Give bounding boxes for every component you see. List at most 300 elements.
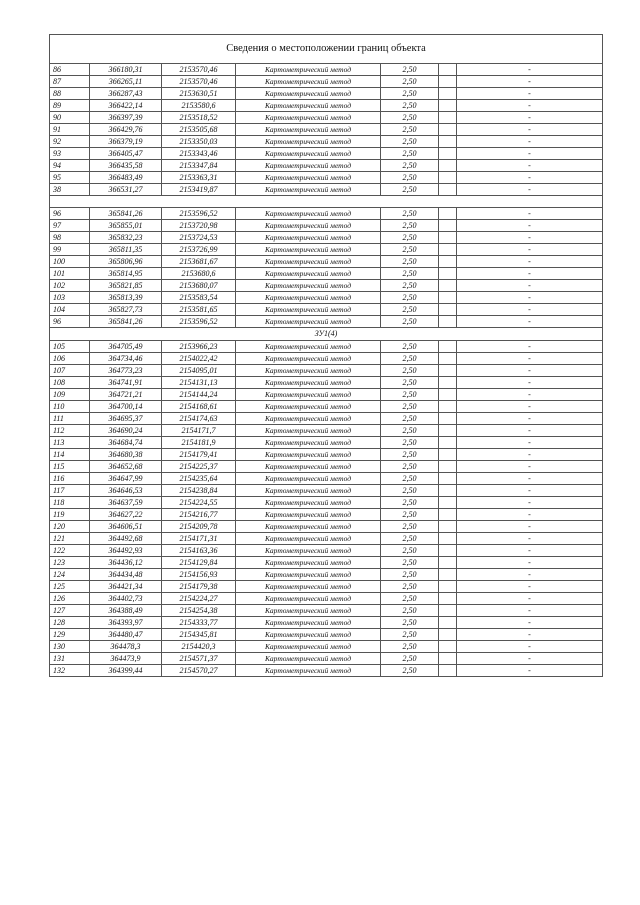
- method-cell: Картометрический метод: [236, 88, 381, 100]
- accuracy-cell: 2,50: [381, 304, 439, 316]
- table-row: [50, 629, 603, 641]
- coord-y: 2153347,84: [162, 160, 236, 172]
- empty-cell: [439, 425, 457, 437]
- table-row: [50, 581, 603, 593]
- method-cell: Картометрический метод: [236, 497, 381, 509]
- table-row: [50, 377, 603, 389]
- coord-y: 2154224,55: [162, 497, 236, 509]
- point-number: 127: [50, 605, 90, 617]
- point-number: 92: [50, 136, 90, 148]
- point-number: 38: [50, 184, 90, 196]
- point-number: 112: [50, 425, 90, 437]
- accuracy-cell: 2,50: [381, 232, 439, 244]
- method-cell: Картометрический метод: [236, 593, 381, 605]
- method-cell: Картометрический метод: [236, 377, 381, 389]
- section-label: ЗУ1(4): [50, 328, 603, 341]
- empty-cell: [439, 256, 457, 268]
- note-cell: -: [457, 449, 603, 461]
- note-cell: -: [457, 569, 603, 581]
- table-row: [50, 304, 603, 316]
- coord-y: 2154174,63: [162, 413, 236, 425]
- table-row: [50, 521, 603, 533]
- coord-x: 364646,53: [90, 485, 162, 497]
- method-cell: Картометрический метод: [236, 569, 381, 581]
- empty-cell: [439, 124, 457, 136]
- coord-y: 2154095,01: [162, 365, 236, 377]
- method-cell: Картометрический метод: [236, 629, 381, 641]
- note-cell: -: [457, 461, 603, 473]
- table-row: [50, 557, 603, 569]
- coord-x: 366531,27: [90, 184, 162, 196]
- point-number: 122: [50, 545, 90, 557]
- coord-y: 2153570,46: [162, 64, 236, 76]
- method-cell: Картометрический метод: [236, 353, 381, 365]
- empty-cell: [439, 569, 457, 581]
- document-page: [49, 34, 602, 677]
- note-cell: -: [457, 389, 603, 401]
- method-cell: Картометрический метод: [236, 653, 381, 665]
- point-number: 95: [50, 172, 90, 184]
- coord-x: 364690,24: [90, 425, 162, 437]
- note-cell: -: [457, 473, 603, 485]
- point-number: 105: [50, 341, 90, 353]
- coord-y: 2154333,77: [162, 617, 236, 629]
- method-cell: Картометрический метод: [236, 292, 381, 304]
- point-number: 88: [50, 88, 90, 100]
- note-cell: -: [457, 88, 603, 100]
- empty-cell: [439, 653, 457, 665]
- point-number: 86: [50, 64, 90, 76]
- coord-x: 364734,46: [90, 353, 162, 365]
- method-cell: Картометрический метод: [236, 461, 381, 473]
- table-row: [50, 208, 603, 220]
- note-cell: -: [457, 413, 603, 425]
- point-number: 121: [50, 533, 90, 545]
- table-row: [50, 449, 603, 461]
- coord-x: 366429,76: [90, 124, 162, 136]
- accuracy-cell: 2,50: [381, 124, 439, 136]
- coord-y: 2153596,52: [162, 316, 236, 328]
- coord-x: 365841,26: [90, 208, 162, 220]
- point-number: 108: [50, 377, 90, 389]
- coord-x: 364637,59: [90, 497, 162, 509]
- point-number: 89: [50, 100, 90, 112]
- coord-y: 2154420,3: [162, 641, 236, 653]
- table-row: [50, 100, 603, 112]
- table-row: [50, 593, 603, 605]
- method-cell: Картометрический метод: [236, 449, 381, 461]
- accuracy-cell: 2,50: [381, 208, 439, 220]
- point-number: 128: [50, 617, 90, 629]
- point-number: 123: [50, 557, 90, 569]
- point-number: 126: [50, 593, 90, 605]
- point-number: 117: [50, 485, 90, 497]
- point-number: 96: [50, 208, 90, 220]
- coord-y: 2153720,98: [162, 220, 236, 232]
- empty-cell: [439, 172, 457, 184]
- coord-x: 364680,38: [90, 449, 162, 461]
- point-number: 115: [50, 461, 90, 473]
- accuracy-cell: 2,50: [381, 617, 439, 629]
- note-cell: -: [457, 377, 603, 389]
- coord-x: 365811,35: [90, 244, 162, 256]
- empty-cell: [439, 220, 457, 232]
- table-row: [50, 653, 603, 665]
- coord-y: 2154571,37: [162, 653, 236, 665]
- note-cell: -: [457, 497, 603, 509]
- table-row: [50, 64, 603, 76]
- coord-x: 366435,58: [90, 160, 162, 172]
- note-cell: -: [457, 653, 603, 665]
- coord-y: 2154235,64: [162, 473, 236, 485]
- note-cell: -: [457, 268, 603, 280]
- coord-x: 366287,43: [90, 88, 162, 100]
- accuracy-cell: 2,50: [381, 136, 439, 148]
- accuracy-cell: 2,50: [381, 64, 439, 76]
- note-cell: -: [457, 76, 603, 88]
- table-row: [50, 365, 603, 377]
- table-row: [50, 76, 603, 88]
- note-cell: -: [457, 509, 603, 521]
- coord-y: 2154163,36: [162, 545, 236, 557]
- coord-y: 2154131,13: [162, 377, 236, 389]
- accuracy-cell: 2,50: [381, 581, 439, 593]
- coord-y: 2154216,77: [162, 509, 236, 521]
- note-cell: -: [457, 184, 603, 196]
- accuracy-cell: 2,50: [381, 413, 439, 425]
- method-cell: Картометрический метод: [236, 617, 381, 629]
- empty-cell: [439, 461, 457, 473]
- point-number: 109: [50, 389, 90, 401]
- point-number: 102: [50, 280, 90, 292]
- coord-y: 2153343,46: [162, 148, 236, 160]
- accuracy-cell: 2,50: [381, 316, 439, 328]
- coord-x: 364627,22: [90, 509, 162, 521]
- empty-cell: [439, 665, 457, 677]
- note-cell: -: [457, 220, 603, 232]
- coord-y: 2153350,03: [162, 136, 236, 148]
- method-cell: Картометрический метод: [236, 341, 381, 353]
- method-cell: Картометрический метод: [236, 521, 381, 533]
- accuracy-cell: 2,50: [381, 244, 439, 256]
- accuracy-cell: 2,50: [381, 425, 439, 437]
- method-cell: Картометрический метод: [236, 136, 381, 148]
- coord-x: 364421,34: [90, 581, 162, 593]
- point-number: 119: [50, 509, 90, 521]
- method-cell: Картометрический метод: [236, 112, 381, 124]
- method-cell: Картометрический метод: [236, 485, 381, 497]
- coord-y: 2153966,23: [162, 341, 236, 353]
- point-number: 130: [50, 641, 90, 653]
- table-title: Сведения о местоположении границ объекта: [50, 35, 603, 64]
- section-row: [50, 328, 603, 341]
- accuracy-cell: 2,50: [381, 341, 439, 353]
- coord-y: 2154345,81: [162, 629, 236, 641]
- note-cell: -: [457, 100, 603, 112]
- table-row: [50, 124, 603, 136]
- method-cell: Картометрический метод: [236, 473, 381, 485]
- note-cell: -: [457, 304, 603, 316]
- table-row: [50, 148, 603, 160]
- empty-cell: [439, 160, 457, 172]
- table-row: [50, 268, 603, 280]
- point-number: 97: [50, 220, 90, 232]
- method-cell: Картометрический метод: [236, 509, 381, 521]
- empty-cell: [439, 292, 457, 304]
- coord-x: 364741,91: [90, 377, 162, 389]
- accuracy-cell: 2,50: [381, 437, 439, 449]
- empty-cell: [439, 316, 457, 328]
- coord-y: 2153724,53: [162, 232, 236, 244]
- point-number: 91: [50, 124, 90, 136]
- accuracy-cell: 2,50: [381, 377, 439, 389]
- empty-cell: [439, 208, 457, 220]
- accuracy-cell: 2,50: [381, 88, 439, 100]
- method-cell: Картометрический метод: [236, 280, 381, 292]
- empty-cell: [439, 304, 457, 316]
- note-cell: -: [457, 280, 603, 292]
- method-cell: Картометрический метод: [236, 316, 381, 328]
- note-cell: -: [457, 593, 603, 605]
- coord-x: 364647,99: [90, 473, 162, 485]
- coord-y: 2153680,6: [162, 268, 236, 280]
- accuracy-cell: 2,50: [381, 545, 439, 557]
- empty-cell: [439, 641, 457, 653]
- coord-y: 2153518,52: [162, 112, 236, 124]
- note-cell: -: [457, 244, 603, 256]
- empty-cell: [439, 557, 457, 569]
- coord-x: 366379,19: [90, 136, 162, 148]
- coord-x: 364402,73: [90, 593, 162, 605]
- empty-cell: [439, 389, 457, 401]
- point-number: 101: [50, 268, 90, 280]
- coord-y: 2153505,68: [162, 124, 236, 136]
- point-number: 100: [50, 256, 90, 268]
- empty-cell: [439, 605, 457, 617]
- empty-cell: [439, 100, 457, 112]
- coord-y: 2154238,84: [162, 485, 236, 497]
- empty-cell: [439, 64, 457, 76]
- point-number: 94: [50, 160, 90, 172]
- note-cell: -: [457, 605, 603, 617]
- table-row: [50, 437, 603, 449]
- empty-cell: [439, 88, 457, 100]
- point-number: 110: [50, 401, 90, 413]
- coord-x: 365827,73: [90, 304, 162, 316]
- note-cell: -: [457, 316, 603, 328]
- table-row: [50, 605, 603, 617]
- method-cell: Картометрический метод: [236, 184, 381, 196]
- point-number: 124: [50, 569, 90, 581]
- coord-x: 364492,93: [90, 545, 162, 557]
- table-row: [50, 172, 603, 184]
- coord-y: 2153681,67: [162, 256, 236, 268]
- coord-x: 366180,31: [90, 64, 162, 76]
- empty-cell: [439, 76, 457, 88]
- note-cell: -: [457, 64, 603, 76]
- point-number: 116: [50, 473, 90, 485]
- empty-cell: [439, 521, 457, 533]
- accuracy-cell: 2,50: [381, 485, 439, 497]
- coord-x: 364388,49: [90, 605, 162, 617]
- coord-y: 2153583,54: [162, 292, 236, 304]
- empty-cell: [439, 617, 457, 629]
- coord-x: 364399,44: [90, 665, 162, 677]
- accuracy-cell: 2,50: [381, 365, 439, 377]
- accuracy-cell: 2,50: [381, 449, 439, 461]
- empty-cell: [439, 473, 457, 485]
- table-row: [50, 353, 603, 365]
- table-row: [50, 665, 603, 677]
- empty-cell: [439, 437, 457, 449]
- accuracy-cell: 2,50: [381, 557, 439, 569]
- note-cell: -: [457, 353, 603, 365]
- empty-cell: [439, 545, 457, 557]
- note-cell: -: [457, 341, 603, 353]
- accuracy-cell: 2,50: [381, 76, 439, 88]
- coord-y: 2154225,37: [162, 461, 236, 473]
- note-cell: -: [457, 437, 603, 449]
- empty-cell: [439, 497, 457, 509]
- coord-x: 364436,12: [90, 557, 162, 569]
- empty-cell: [439, 341, 457, 353]
- coord-x: 364434,48: [90, 569, 162, 581]
- method-cell: Картометрический метод: [236, 641, 381, 653]
- separator-row: [50, 196, 603, 208]
- accuracy-cell: 2,50: [381, 280, 439, 292]
- coord-y: 2153680,07: [162, 280, 236, 292]
- empty-cell: [439, 413, 457, 425]
- table-title-row: [50, 35, 603, 64]
- note-cell: -: [457, 160, 603, 172]
- coord-x: 366422,14: [90, 100, 162, 112]
- coord-y: 2154570,27: [162, 665, 236, 677]
- coord-y: 2153363,31: [162, 172, 236, 184]
- method-cell: Картометрический метод: [236, 533, 381, 545]
- accuracy-cell: 2,50: [381, 353, 439, 365]
- empty-cell: [439, 280, 457, 292]
- empty-cell: [439, 268, 457, 280]
- note-cell: -: [457, 208, 603, 220]
- table-row: [50, 461, 603, 473]
- point-number: 93: [50, 148, 90, 160]
- note-cell: -: [457, 641, 603, 653]
- table-row: [50, 244, 603, 256]
- empty-cell: [439, 244, 457, 256]
- coord-y: 2154022,42: [162, 353, 236, 365]
- accuracy-cell: 2,50: [381, 172, 439, 184]
- coord-y: 2154181,9: [162, 437, 236, 449]
- note-cell: -: [457, 521, 603, 533]
- empty-cell: [439, 377, 457, 389]
- coord-x: 364652,68: [90, 461, 162, 473]
- note-cell: -: [457, 365, 603, 377]
- method-cell: Картометрический метод: [236, 172, 381, 184]
- method-cell: Картометрический метод: [236, 220, 381, 232]
- point-number: 96: [50, 316, 90, 328]
- note-cell: -: [457, 401, 603, 413]
- method-cell: Картометрический метод: [236, 100, 381, 112]
- empty-cell: [439, 593, 457, 605]
- accuracy-cell: 2,50: [381, 641, 439, 653]
- accuracy-cell: 2,50: [381, 256, 439, 268]
- empty-cell: [439, 136, 457, 148]
- coord-y: 2153630,51: [162, 88, 236, 100]
- table-row: [50, 112, 603, 124]
- coord-x: 364684,74: [90, 437, 162, 449]
- note-cell: -: [457, 617, 603, 629]
- method-cell: Картометрический метод: [236, 244, 381, 256]
- coord-x: 364480,47: [90, 629, 162, 641]
- note-cell: -: [457, 581, 603, 593]
- table-row: [50, 509, 603, 521]
- table-row: [50, 232, 603, 244]
- table-row: [50, 256, 603, 268]
- coord-x: 364721,21: [90, 389, 162, 401]
- accuracy-cell: 2,50: [381, 184, 439, 196]
- accuracy-cell: 2,50: [381, 473, 439, 485]
- method-cell: Картометрический метод: [236, 665, 381, 677]
- point-number: 90: [50, 112, 90, 124]
- coord-y: 2154254,38: [162, 605, 236, 617]
- point-number: 118: [50, 497, 90, 509]
- coord-y: 2154171,7: [162, 425, 236, 437]
- point-number: 120: [50, 521, 90, 533]
- coord-x: 365832,23: [90, 232, 162, 244]
- coord-x: 366483,49: [90, 172, 162, 184]
- table-row: [50, 280, 603, 292]
- empty-cell: [439, 232, 457, 244]
- table-row: [50, 401, 603, 413]
- table-row: [50, 617, 603, 629]
- coord-x: 364705,49: [90, 341, 162, 353]
- table-row: [50, 292, 603, 304]
- point-number: 99: [50, 244, 90, 256]
- method-cell: Картометрический метод: [236, 389, 381, 401]
- accuracy-cell: 2,50: [381, 268, 439, 280]
- table-row: [50, 220, 603, 232]
- coord-y: 2154156,93: [162, 569, 236, 581]
- note-cell: -: [457, 172, 603, 184]
- accuracy-cell: 2,50: [381, 533, 439, 545]
- method-cell: Картометрический метод: [236, 148, 381, 160]
- accuracy-cell: 2,50: [381, 461, 439, 473]
- note-cell: -: [457, 629, 603, 641]
- table-row: [50, 341, 603, 353]
- accuracy-cell: 2,50: [381, 292, 439, 304]
- table-row: [50, 413, 603, 425]
- empty-cell: [439, 401, 457, 413]
- point-number: 113: [50, 437, 90, 449]
- coord-y: 2154171,31: [162, 533, 236, 545]
- accuracy-cell: 2,50: [381, 629, 439, 641]
- method-cell: Картометрический метод: [236, 605, 381, 617]
- coord-x: 366397,39: [90, 112, 162, 124]
- coord-y: 2153570,46: [162, 76, 236, 88]
- table-row: [50, 136, 603, 148]
- coord-y: 2154224,27: [162, 593, 236, 605]
- coord-y: 2154144,24: [162, 389, 236, 401]
- coord-y: 2154209,78: [162, 521, 236, 533]
- accuracy-cell: 2,50: [381, 497, 439, 509]
- note-cell: -: [457, 232, 603, 244]
- coord-x: 364700,14: [90, 401, 162, 413]
- table-row: [50, 389, 603, 401]
- coord-x: 364393,97: [90, 617, 162, 629]
- coord-x: 366265,11: [90, 76, 162, 88]
- empty-cell: [439, 148, 457, 160]
- empty-cell: [439, 629, 457, 641]
